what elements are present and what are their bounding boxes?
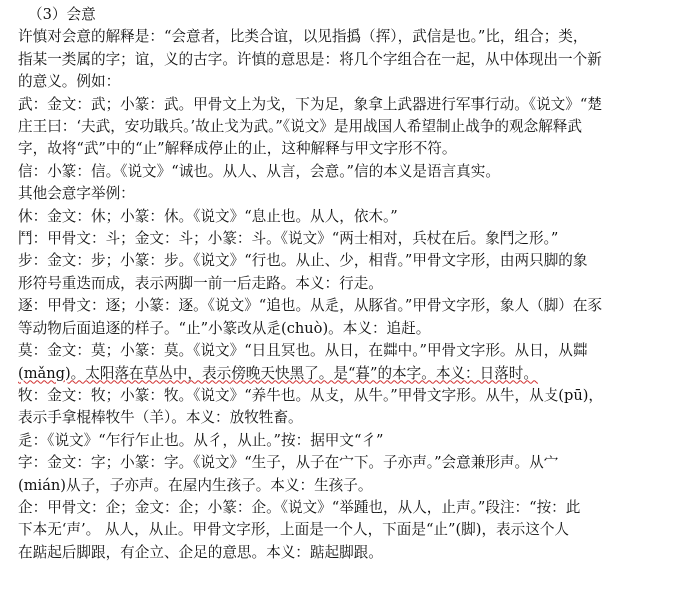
body-line-9: 休：金文：休；小篆：休。《说文》“息止也。从人，依木。” — [18, 207, 398, 225]
body-line-6: 字，故将“武”中的“止”解释成停止的止，这种解释与甲文字形不符。 — [18, 140, 457, 158]
body-line-24: 在踮起后脚跟，有企立、企足的意思。本义：踮起脚跟。 — [18, 543, 383, 561]
body-line-12: 形符号重迭而成，表示两脚一前一后走路。本义：行走。 — [18, 274, 383, 292]
body-line-16: (mǎng)。太阳落在草丛中，表示傍晚天快黑了。是“暮”的本字。本义：日落时。 — [18, 364, 538, 382]
section-heading: （3）会意 — [28, 6, 96, 23]
body-line-10: 鬥：甲骨文：斗；金文：斗；小篆：斗。《说文》“两士相对，兵杖在后。象鬥之形。” — [18, 230, 559, 248]
body-line-3: 的意义。例如： — [18, 73, 121, 91]
body-line-7: 信：小篆：信。《说文》“诚也。从人、从言，会意。”信的本义是语言真实。 — [18, 162, 500, 180]
body-line-20: 字：金文：字；小篆：字。《说文》“生子，从子在宀下。子亦声。”会意兼形声。从宀 — [18, 454, 559, 472]
body-line-4: 武：金文：武；小篆：武。甲骨文上为戈，下为足，象拿上武器进行军事行动。《说文》“楚 — [18, 95, 602, 113]
body-line-22: 企：甲骨文：企；金文：企；小篆：企。《说文》“举踵也，从人，止声。”段注：“按：此 — [18, 498, 581, 516]
body-line-11: 步：金文：步；小篆：步。《说文》“行也。从止、少，相背。”甲骨文字形，由两只脚的象 — [18, 252, 588, 270]
body-line-21: (mián)从子，子亦声。在屋内生孩子。本义：生孩子。 — [18, 476, 373, 494]
body-line-14: 等动物后面追逐的样子。“止”小篆改从辵(chuò)。本义：追赶。 — [18, 319, 431, 337]
body-line-5: 庄王曰：‘夫武，安功戢兵。’故止戈为武。”《说文》是用战国人希望制止战争的观念解释武 — [18, 118, 582, 136]
body-line-17: 牧：金文：牧；小篆：牧。《说文》“养牛也。从攴，从牛。”甲骨文字形。从牛，从攴(pū)， — [18, 386, 604, 404]
body-line-1: 许慎对会意的解释是：“会意者，比类合谊，以见指撝（挥），武信是也。”比，组合；类， — [18, 28, 588, 46]
body-line-23: 下本无‘声’。 从人，从止。甲骨文字形，上面是一个人，下面是“止”(脚)，表示这个人 — [18, 521, 570, 539]
body-line-8: 其他会意字举例： — [18, 185, 135, 203]
body-line-19: 辵：《说文》“乍行乍止也。从彳，从止。”按：据甲文“彳” — [18, 431, 384, 449]
body-line-13: 逐：甲骨文：逐；小篆：逐。《说文》“追也。从辵，从豚省。”甲骨文字形，象人（脚）在豕 — [18, 297, 603, 315]
body-line-18: 表示手拿棍棒牧牛（羊）。本义：放牧牲畜。 — [18, 409, 303, 427]
body-line-2: 指某一类属的字；谊，义的古字。许慎的意思是：将几个字组合在一起，从中体现出一个新 — [18, 50, 602, 68]
body-line-15: 莫：金文：莫；小篆：莫。《说文》“日且冥也。从日，在茻中。”甲骨文字形。从日，从茻 — [18, 342, 588, 360]
